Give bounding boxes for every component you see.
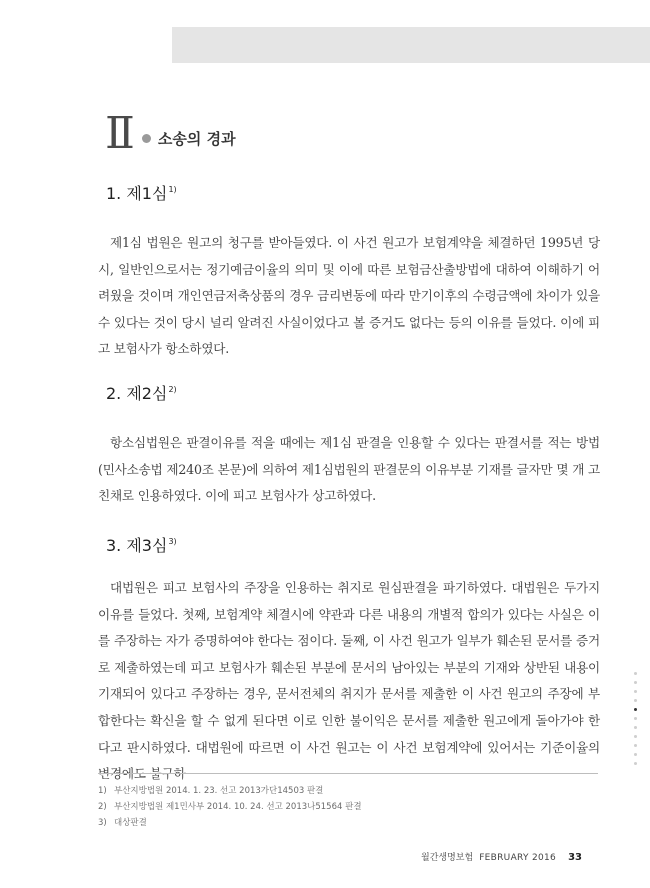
footnote-text: 대상판결	[114, 818, 147, 828]
footnote-text: 부산지방법원 제1민사부 2014. 10. 24. 선고 2013나51564 판결	[114, 802, 362, 812]
footnote-number: 3)	[98, 818, 107, 828]
progress-dot	[634, 735, 637, 738]
section-heading-text: 2. 제2심	[106, 384, 168, 403]
section-heading-3	[106, 538, 177, 554]
section-heading-text: 3. 제3심	[106, 536, 168, 555]
chapter-numeral: Ⅱ	[105, 108, 134, 159]
progress-dot	[634, 699, 637, 702]
progress-dot	[634, 717, 637, 720]
paragraph-text: 대법원은 피고 보험사의 주장을 인용하는 취지로 원심판결을 파기하였다. 대법원은 두가지 이유를 들었다. 첫째, 보험계약 체결시에 약관과 다른 내용의 개별적 합의가 있다는 사실은 이를 주장하는 자가 증명하여야 한다는 점이다. 둘째, 이 사건 원고가 일부가 훼손된 문서를 증거로 제출하였는데 피고 보험사가 훼손된 부분에 문서의 남아있는 부분의 기재와 상반된 내용이 기재되어 있다고 주장하는 경우, 문서전체의 취지가 문서를 제출한 이 사건 원고의 주장에 부합한다는 확신을 할 수 없게 된다면 이로 인한 불이익은 문서를 제출한 원고에게 돌아가야 한다고 판시하였다. 대법원에 따르면 이 사건 원고는 이 사건 보험계약에 있어서는 기준이율의 변경에도 불구하	[98, 580, 600, 782]
footnote-ref[interactable]: 1)	[168, 185, 177, 194]
progress-dot	[634, 672, 637, 675]
section-paragraph-3	[98, 575, 600, 788]
section-paragraph-1	[98, 230, 600, 363]
chapter-heading	[105, 108, 236, 159]
paragraph-text: 항소심법원은 판결이유를 적을 때에는 제1심 판결을 인용할 수 있다는 판결서를 적는 방법(민사소송법 제240조 본문)에 의하여 제1심법원의 판결문의 이유부분 기재를 글자만 몇 개 고친채로 인용하였다. 이에 피고 보험사가 상고하였다.	[98, 435, 600, 504]
footnote-ref[interactable]: 3)	[168, 537, 177, 546]
issue-date: FEBRUARY 2016	[479, 853, 557, 863]
footnotes	[98, 783, 362, 831]
page-number: 33	[568, 852, 582, 863]
magazine-name: 월간생명보험	[421, 853, 474, 863]
section-heading-2	[106, 386, 177, 402]
section-progress-dots	[634, 672, 638, 771]
footnote-divider	[98, 773, 598, 774]
progress-dot-active	[634, 708, 637, 711]
footnote-number: 2)	[98, 802, 107, 812]
footnote-number: 1)	[98, 786, 107, 796]
footnote-item	[98, 815, 362, 831]
paragraph-text: 제1심 법원은 원고의 청구를 받아들였다. 이 사건 원고가 보험계약을 체결하던 1995년 당시, 일반인으로서는 정기예금이율의 의미 및 이에 따른 보험금산출방법에 대하여 이해하기 어려웠을 것이며 개인연금저축상품의 경우 금리변동에 따라 만기이후의 수령금액에 차이가 있을 수 있다는 것이 당시 널리 알려진 사실이었다고 볼 증거도 없다는 등의 이유를 들었다. 이에 피고 보험사가 항소하였다.	[98, 235, 600, 357]
footnote-item	[98, 783, 362, 799]
progress-dot	[634, 726, 637, 729]
chapter-title: 소송의 경과	[157, 129, 236, 148]
progress-dot	[634, 753, 637, 756]
progress-dot	[634, 744, 637, 747]
header-band	[172, 27, 650, 63]
footnote-item	[98, 799, 362, 815]
footnote-text: 부산지방법원 2014. 1. 23. 선고 2013가단14503 판결	[114, 786, 324, 796]
section-paragraph-2	[98, 430, 600, 510]
section-heading-1	[106, 186, 177, 202]
progress-dot	[634, 690, 637, 693]
page-footer	[421, 850, 582, 863]
footnote-ref[interactable]: 2)	[168, 385, 177, 394]
bullet-icon	[142, 134, 151, 143]
progress-dot	[634, 681, 637, 684]
progress-dot	[634, 762, 637, 765]
section-heading-text: 1. 제1심	[106, 184, 168, 203]
